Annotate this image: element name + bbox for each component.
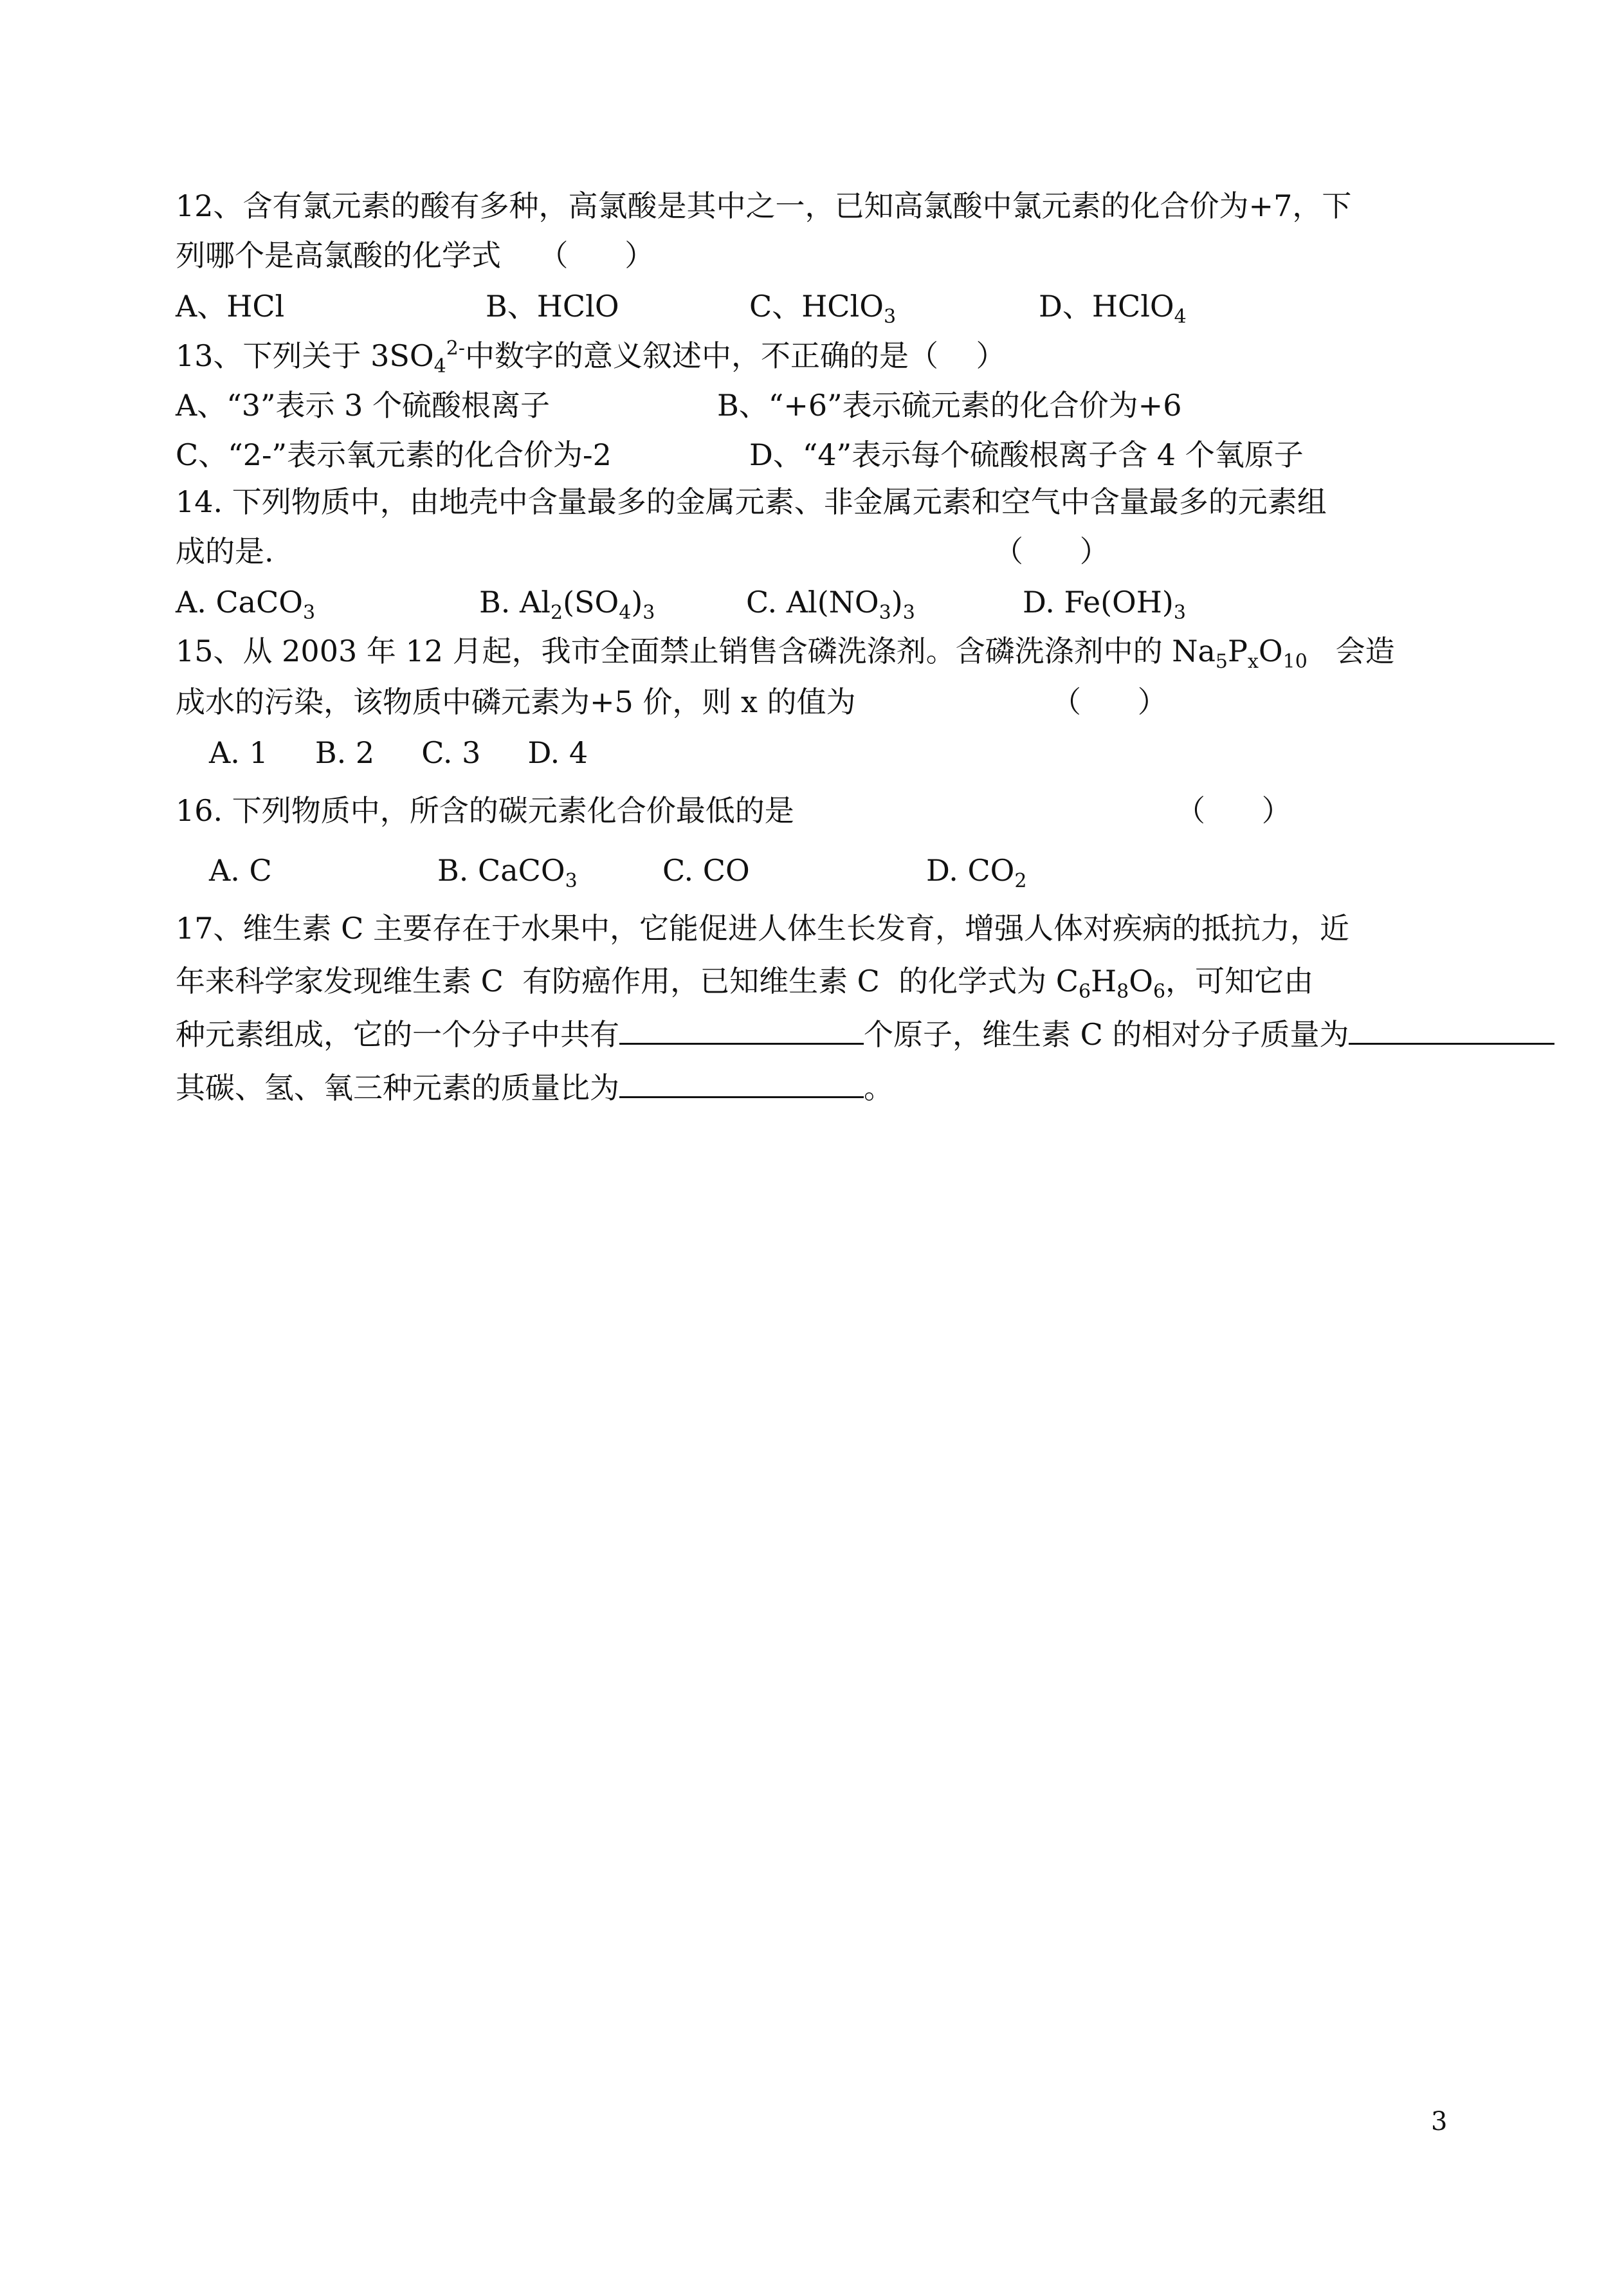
q13-stem: 13、下列关于 $3SO_4^{2-}$中数字的意义叙述中，不正确的是（ ）: [176, 337, 1006, 378]
q15-options: A. 1 B. 2 C. 3 D. 4: [209, 735, 588, 770]
q14-option-b: B. $Al_2(SO_4)_3$: [479, 585, 655, 624]
q12-option-a: A、HCl: [176, 289, 285, 324]
q14-line1: 14. 下列物质中，由地壳中含量最多的金属元素、非金属元素和空气中含量最多的元素组: [176, 484, 1327, 519]
q12-line2: 列哪个是高氯酸的化学式 （ ）: [176, 238, 655, 273]
q15-line2: 成水的污染，该物质中磷元素为+5 价，则 x 的值为: [176, 684, 856, 719]
molecular-mass-blank[interactable]: [1349, 1015, 1554, 1045]
q14-line2: 成的是.: [176, 534, 274, 569]
q14-option-a: A. CaCO$_3$: [176, 585, 316, 624]
q16-option-b: B. CaCO$_3$: [437, 853, 578, 892]
q12-option-b: B、HClO: [486, 289, 619, 324]
q12-line1: 12、含有氯元素的酸有多种，高氯酸是其中之一，已知高氯酸中氯元素的化合价为+7，下: [176, 188, 1352, 223]
page-number: 3: [1431, 2107, 1448, 2136]
q13-option-b: B、“+6”表示硫元素的化合价为+6: [717, 388, 1182, 423]
q17-line3: 种元素组成，它的一个分子中共有 个原子，维生素 C 的相对分子质量为: [176, 1015, 1554, 1054]
q15-answer-paren: （ ）: [1052, 684, 1167, 719]
q17-line4: 其碳、氢、氧三种元素的质量比为 。: [176, 1068, 893, 1107]
atom-count-blank[interactable]: [619, 1015, 864, 1045]
q13-option-c: C、“2-”表示氧元素的化合价为-2: [176, 437, 612, 472]
q14-option-c: C. $Al(NO_3)_3$: [746, 585, 915, 624]
q12-option-d: D、HClO$_4$: [1039, 289, 1187, 328]
q15-line1: 15、从 2003 年 12 月起，我市全面禁止销售含磷洗涤剂。含磷洗涤剂中的 $Na_5P_xO_{10}$ 会造: [176, 634, 1395, 673]
mass-ratio-blank[interactable]: [619, 1068, 864, 1098]
q17-line1: 17、维生素 C 主要存在于水果中，它能促进人体生长发育，增强人体对疾病的抵抗力，近: [176, 911, 1349, 946]
q16-answer-paren: （ ）: [1176, 793, 1291, 828]
q14-answer-paren: （ ）: [994, 534, 1109, 569]
q17-line2: 年来科学家发现维生素 C 有防癌作用，已知维生素 C 的化学式为 $C_6H_8O_6$，可知它由: [176, 964, 1314, 1003]
q16-stem: 16. 下列物质中，所含的碳元素化合价最低的是: [176, 793, 794, 828]
q12-option-c: C、HClO$_3$: [749, 289, 897, 328]
q13-option-d: D、“4”表示每个硫酸根离子含 4 个氧原子: [749, 437, 1304, 472]
q16-option-a: A. C: [209, 853, 272, 888]
q16-option-c: C. CO: [662, 853, 750, 888]
q14-option-d: D. $Fe(OH)_3$: [1023, 585, 1186, 624]
q13-option-a: A、“3”表示 3 个硫酸根离子: [176, 388, 551, 423]
q16-option-d: D. $CO_2$: [926, 853, 1027, 892]
